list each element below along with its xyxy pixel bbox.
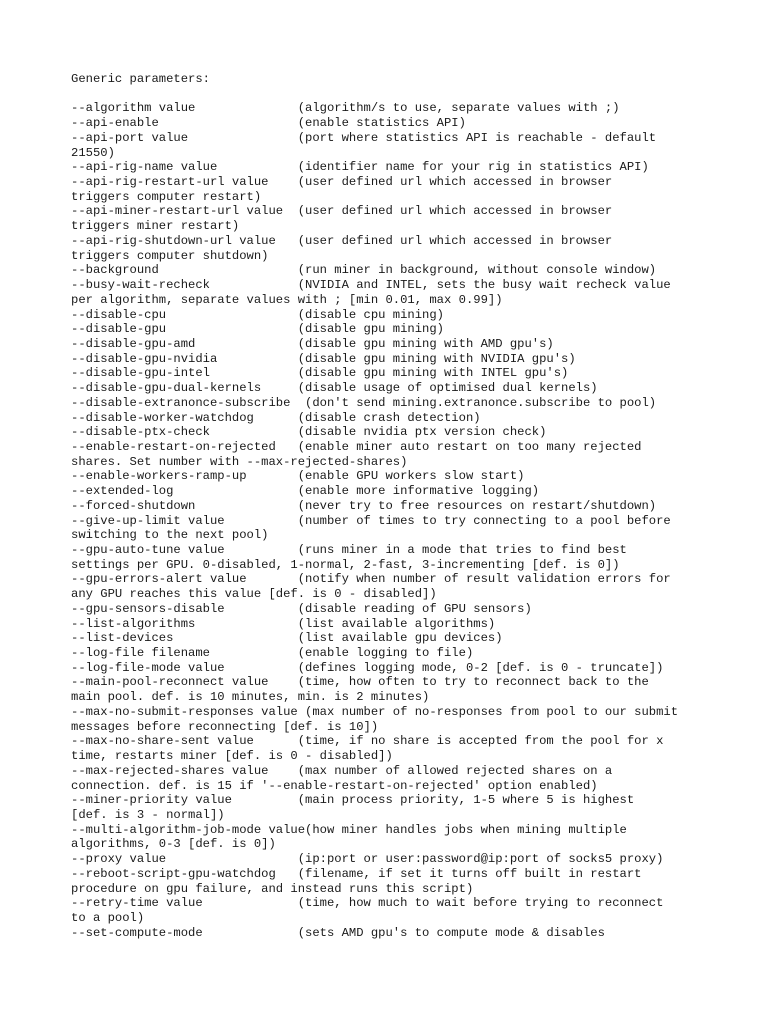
parameter-line: --api-port value (port where statistics API is reachable - default xyxy=(71,130,657,145)
parameter-line: --disable-ptx-check (disable nvidia ptx version check) xyxy=(71,425,547,440)
parameter-line: --background (run miner in background, without console window) xyxy=(71,263,657,278)
parameter-line: --enable-workers-ramp-up (enable GPU workers slow start) xyxy=(71,469,525,484)
parameter-line: algorithms, 0-3 [def. is 0]) xyxy=(71,837,276,852)
parameter-line: --max-no-share-sent value (time, if no share is accepted from the pool for x xyxy=(71,734,664,749)
parameter-line: --gpu-auto-tune value (runs miner in a mode that tries to find best xyxy=(71,543,627,557)
parameter-line: --miner-priority value (main process priority, 1-5 where 5 is highest xyxy=(71,793,635,808)
parameter-line: triggers computer shutdown) xyxy=(71,248,269,263)
parameter-lines xyxy=(71,101,711,940)
parameter-line: --disable-cpu (disable cpu mining) xyxy=(71,307,444,322)
parameter-line: 21550) xyxy=(71,145,115,160)
parameter-line: per algorithm, separate values with ; [min 0.01, max 0.99]) xyxy=(71,292,503,307)
parameter-line: --gpu-sensors-disable (disable reading of GPU sensors) xyxy=(71,601,532,616)
parameter-line: switching to the next pool) xyxy=(71,528,269,543)
parameter-line: triggers miner restart) xyxy=(71,219,240,234)
parameter-line: triggers computer restart) xyxy=(71,189,262,204)
parameter-line: shares. Set number with --max-rejected-shares) xyxy=(71,454,408,469)
parameter-line: any GPU reaches this value [def. is 0 - disabled]) xyxy=(71,587,437,602)
parameter-line: --log-file filename (enable logging to file) xyxy=(71,646,474,661)
parameter-line: procedure on gpu failure, and instead runs this script) xyxy=(71,881,474,896)
parameter-line: time, restarts miner [def. is 0 - disabled]) xyxy=(71,749,393,764)
parameter-line: --api-miner-restart-url value (user defined url which accessed in browser xyxy=(71,204,613,219)
parameters-document xyxy=(71,72,711,940)
parameter-line: --disable-gpu (disable gpu mining) xyxy=(71,322,444,337)
parameter-line: --forced-shutdown (never try to free resources on restart/shutdown) xyxy=(71,498,657,513)
blank-line xyxy=(71,87,711,102)
parameter-line: --disable-gpu-nvidia (disable gpu mining with NVIDIA gpu's) xyxy=(71,351,576,366)
parameter-line: --disable-gpu-amd (disable gpu mining with AMD gpu's) xyxy=(71,336,554,351)
parameter-line: --api-rig-shutdown-url value (user defined url which accessed in browser xyxy=(71,233,613,248)
parameter-line: --disable-worker-watchdog (disable crash detection) xyxy=(71,410,481,425)
parameter-line: --max-no-submit-responses value (max number of no-responses from pool to our submit xyxy=(71,704,679,719)
parameter-line: --disable-extranonce-subscribe (don't send mining.extranonce.subscribe to pool) xyxy=(71,395,657,410)
parameter-line: --extended-log (enable more informative logging) xyxy=(71,484,540,499)
parameter-line: --enable-restart-on-rejected (enable miner auto restart on too many rejected xyxy=(71,439,642,454)
parameter-line: --max-rejected-shares value (max number of allowed rejected shares on a xyxy=(71,763,613,778)
parameter-line: --gpu-errors-alert value (notify when number of result validation errors for xyxy=(71,572,671,587)
parameter-line: --main-pool-reconnect value (time, how often to try to reconnect back to the xyxy=(71,675,649,690)
parameter-line: --disable-gpu-intel (disable gpu mining with INTEL gpu's) xyxy=(71,366,569,381)
parameter-line: main pool. def. is 10 minutes, min. is 2 minutes) xyxy=(71,690,430,705)
parameter-line: --busy-wait-recheck (NVIDIA and INTEL, sets the busy wait recheck value xyxy=(71,278,671,293)
parameter-line: --algorithm value (algorithm/s to use, separate values with ;) xyxy=(71,101,620,116)
section-heading: Generic parameters: xyxy=(71,72,210,86)
parameter-line: --list-devices (list available gpu devices) xyxy=(71,631,503,646)
parameter-line: --log-file-mode value (defines logging mode, 0-2 [def. is 0 - truncate]) xyxy=(71,660,664,675)
parameter-line: --proxy value (ip:port or user:password@ip:port of socks5 proxy) xyxy=(71,852,664,867)
parameter-line: --set-compute-mode (sets AMD gpu's to compute mode & disables xyxy=(71,925,605,940)
parameter-line: --api-rig-restart-url value (user defined url which accessed in browser xyxy=(71,175,613,190)
parameter-line: settings per GPU. 0-disabled, 1-normal, 2-fast, 3-incrementing [def. is 0]) xyxy=(71,557,620,572)
parameter-line: [def. is 3 - normal]) xyxy=(71,807,225,822)
parameter-line: --disable-gpu-dual-kernels (disable usage of optimised dual kernels) xyxy=(71,381,598,396)
parameter-line: --give-up-limit value (number of times to try connecting to a pool before xyxy=(71,513,671,528)
parameter-line: messages before reconnecting [def. is 10]) xyxy=(71,719,379,734)
parameter-line: --list-algorithms (list available algorithms) xyxy=(71,616,496,631)
parameter-line: connection. def. is 15 if '--enable-restart-on-rejected' option enabled) xyxy=(71,778,598,793)
parameter-line: --retry-time value (time, how much to wait before trying to reconnect xyxy=(71,896,664,911)
parameter-line: --multi-algorithm-job-mode value(how miner handles jobs when mining multiple xyxy=(71,822,627,837)
parameter-line: --reboot-script-gpu-watchdog (filename, if set it turns off built in restart xyxy=(71,866,642,881)
parameter-line: --api-enable (enable statistics API) xyxy=(71,116,466,131)
parameter-line: to a pool) xyxy=(71,910,145,925)
parameter-line: --api-rig-name value (identifier name for your rig in statistics API) xyxy=(71,160,649,175)
